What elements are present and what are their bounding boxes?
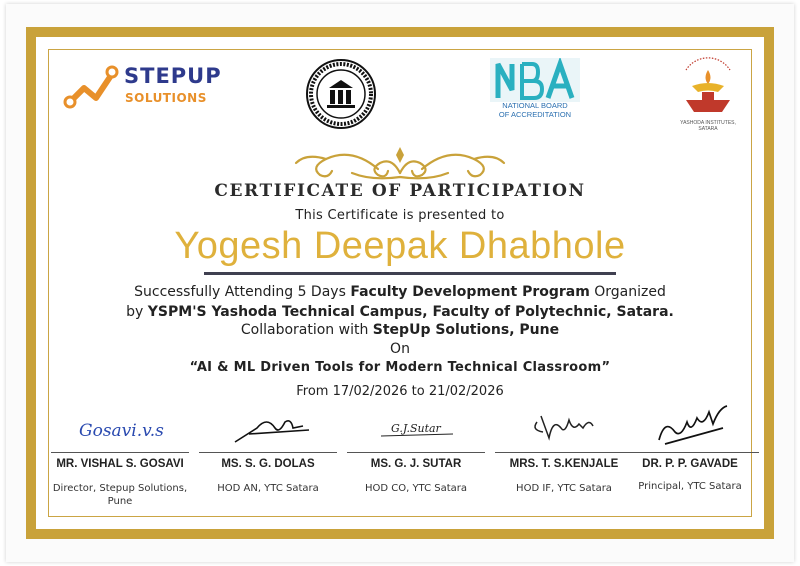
signature-sutar-text: G.J.Sutar — [391, 422, 441, 435]
yashoda-caption: YASHODA INSTITUTES, SATARA — [680, 120, 736, 132]
signatory-name: MRS. T. S.KENJALE — [509, 458, 619, 470]
attendance-line — [0, 284, 800, 300]
by-text: by — [126, 304, 148, 320]
signatory-role: HOD IF, YTC Satara — [516, 483, 612, 494]
signature-sutar-icon — [361, 398, 471, 450]
collaboration-line — [0, 322, 800, 338]
signatory-2 — [194, 398, 342, 495]
signatory-role: Principal, YTC Satara — [638, 481, 742, 492]
collaborator-name: StepUp Solutions, Pune — [372, 322, 560, 338]
recipient-name: Yogesh Deepak Dhabhole — [174, 225, 626, 267]
organizer-name: YSPM'S Yashoda Technical Campus, Faculty of Polytechnic, Satara. — [147, 304, 674, 320]
signatory-name: DR. P. P. GAVADE — [642, 458, 738, 470]
signatory-role: HOD CO, YTC Satara — [364, 483, 468, 494]
board-seal-icon — [305, 58, 377, 130]
signature-rule — [621, 452, 759, 453]
nba-caption-line1: NATIONAL BOARD — [502, 101, 568, 110]
signature-dolas-icon — [213, 398, 323, 450]
signature-rule — [51, 452, 189, 453]
nba-letters-icon — [490, 58, 580, 102]
signature-gosavi-icon — [65, 398, 175, 450]
signature-gavade-icon — [635, 398, 745, 450]
certificate-title: CERTIFICATE OF PARTICIPATION — [214, 181, 586, 201]
signature-kenjale-icon — [509, 398, 619, 450]
organizer-line — [0, 304, 800, 320]
signature-rule — [199, 452, 337, 453]
stepup-wordmark: STEPUP — [124, 64, 222, 88]
program-topic: “AI & ML Driven Tools for Modern Technical Classroom” — [189, 360, 611, 375]
signatory-name: MR. VISHAL S. GOSAVI — [56, 458, 184, 470]
gold-flourish-icon — [292, 143, 508, 183]
stepup-logo — [62, 58, 242, 118]
signature-rule — [347, 452, 485, 453]
board-seal-logo — [305, 58, 377, 130]
signatory-3 — [342, 398, 490, 495]
attendance-text: Successfully Attending 5 Days — [134, 284, 351, 300]
nba-logo — [490, 58, 580, 122]
program-dates: From 17/02/2026 to 21/02/2026 — [296, 384, 504, 399]
nba-caption-line2: OF ACCREDITATION — [498, 110, 572, 119]
name-underline — [204, 272, 616, 275]
organized-text: Organized — [589, 284, 666, 300]
signature-gosavi-text: Gosavi.v.s — [79, 421, 164, 441]
yashoda-logo — [672, 56, 744, 132]
yashoda-lamp-icon — [672, 56, 744, 118]
signatory-name: MS. S. G. DOLAS — [221, 458, 315, 470]
signatory-role: HOD AN, YTC Satara — [217, 483, 319, 494]
presented-to-text: This Certificate is presented to — [295, 208, 505, 223]
collaboration-text: Collaboration with — [240, 322, 373, 338]
program-name: Faculty Development Program — [350, 284, 590, 300]
signatory-5 — [616, 398, 764, 493]
signatory-name: MS. G. J. SUTAR — [370, 458, 462, 470]
stepup-subtitle: SOLUTIONS — [125, 91, 207, 105]
signatory-1 — [46, 398, 194, 508]
signatory-role: Director, Stepup Solutions, Pune — [52, 483, 188, 507]
signature-rule — [495, 452, 633, 453]
stepup-emblem-icon — [62, 58, 122, 118]
on-text: On — [390, 341, 410, 357]
